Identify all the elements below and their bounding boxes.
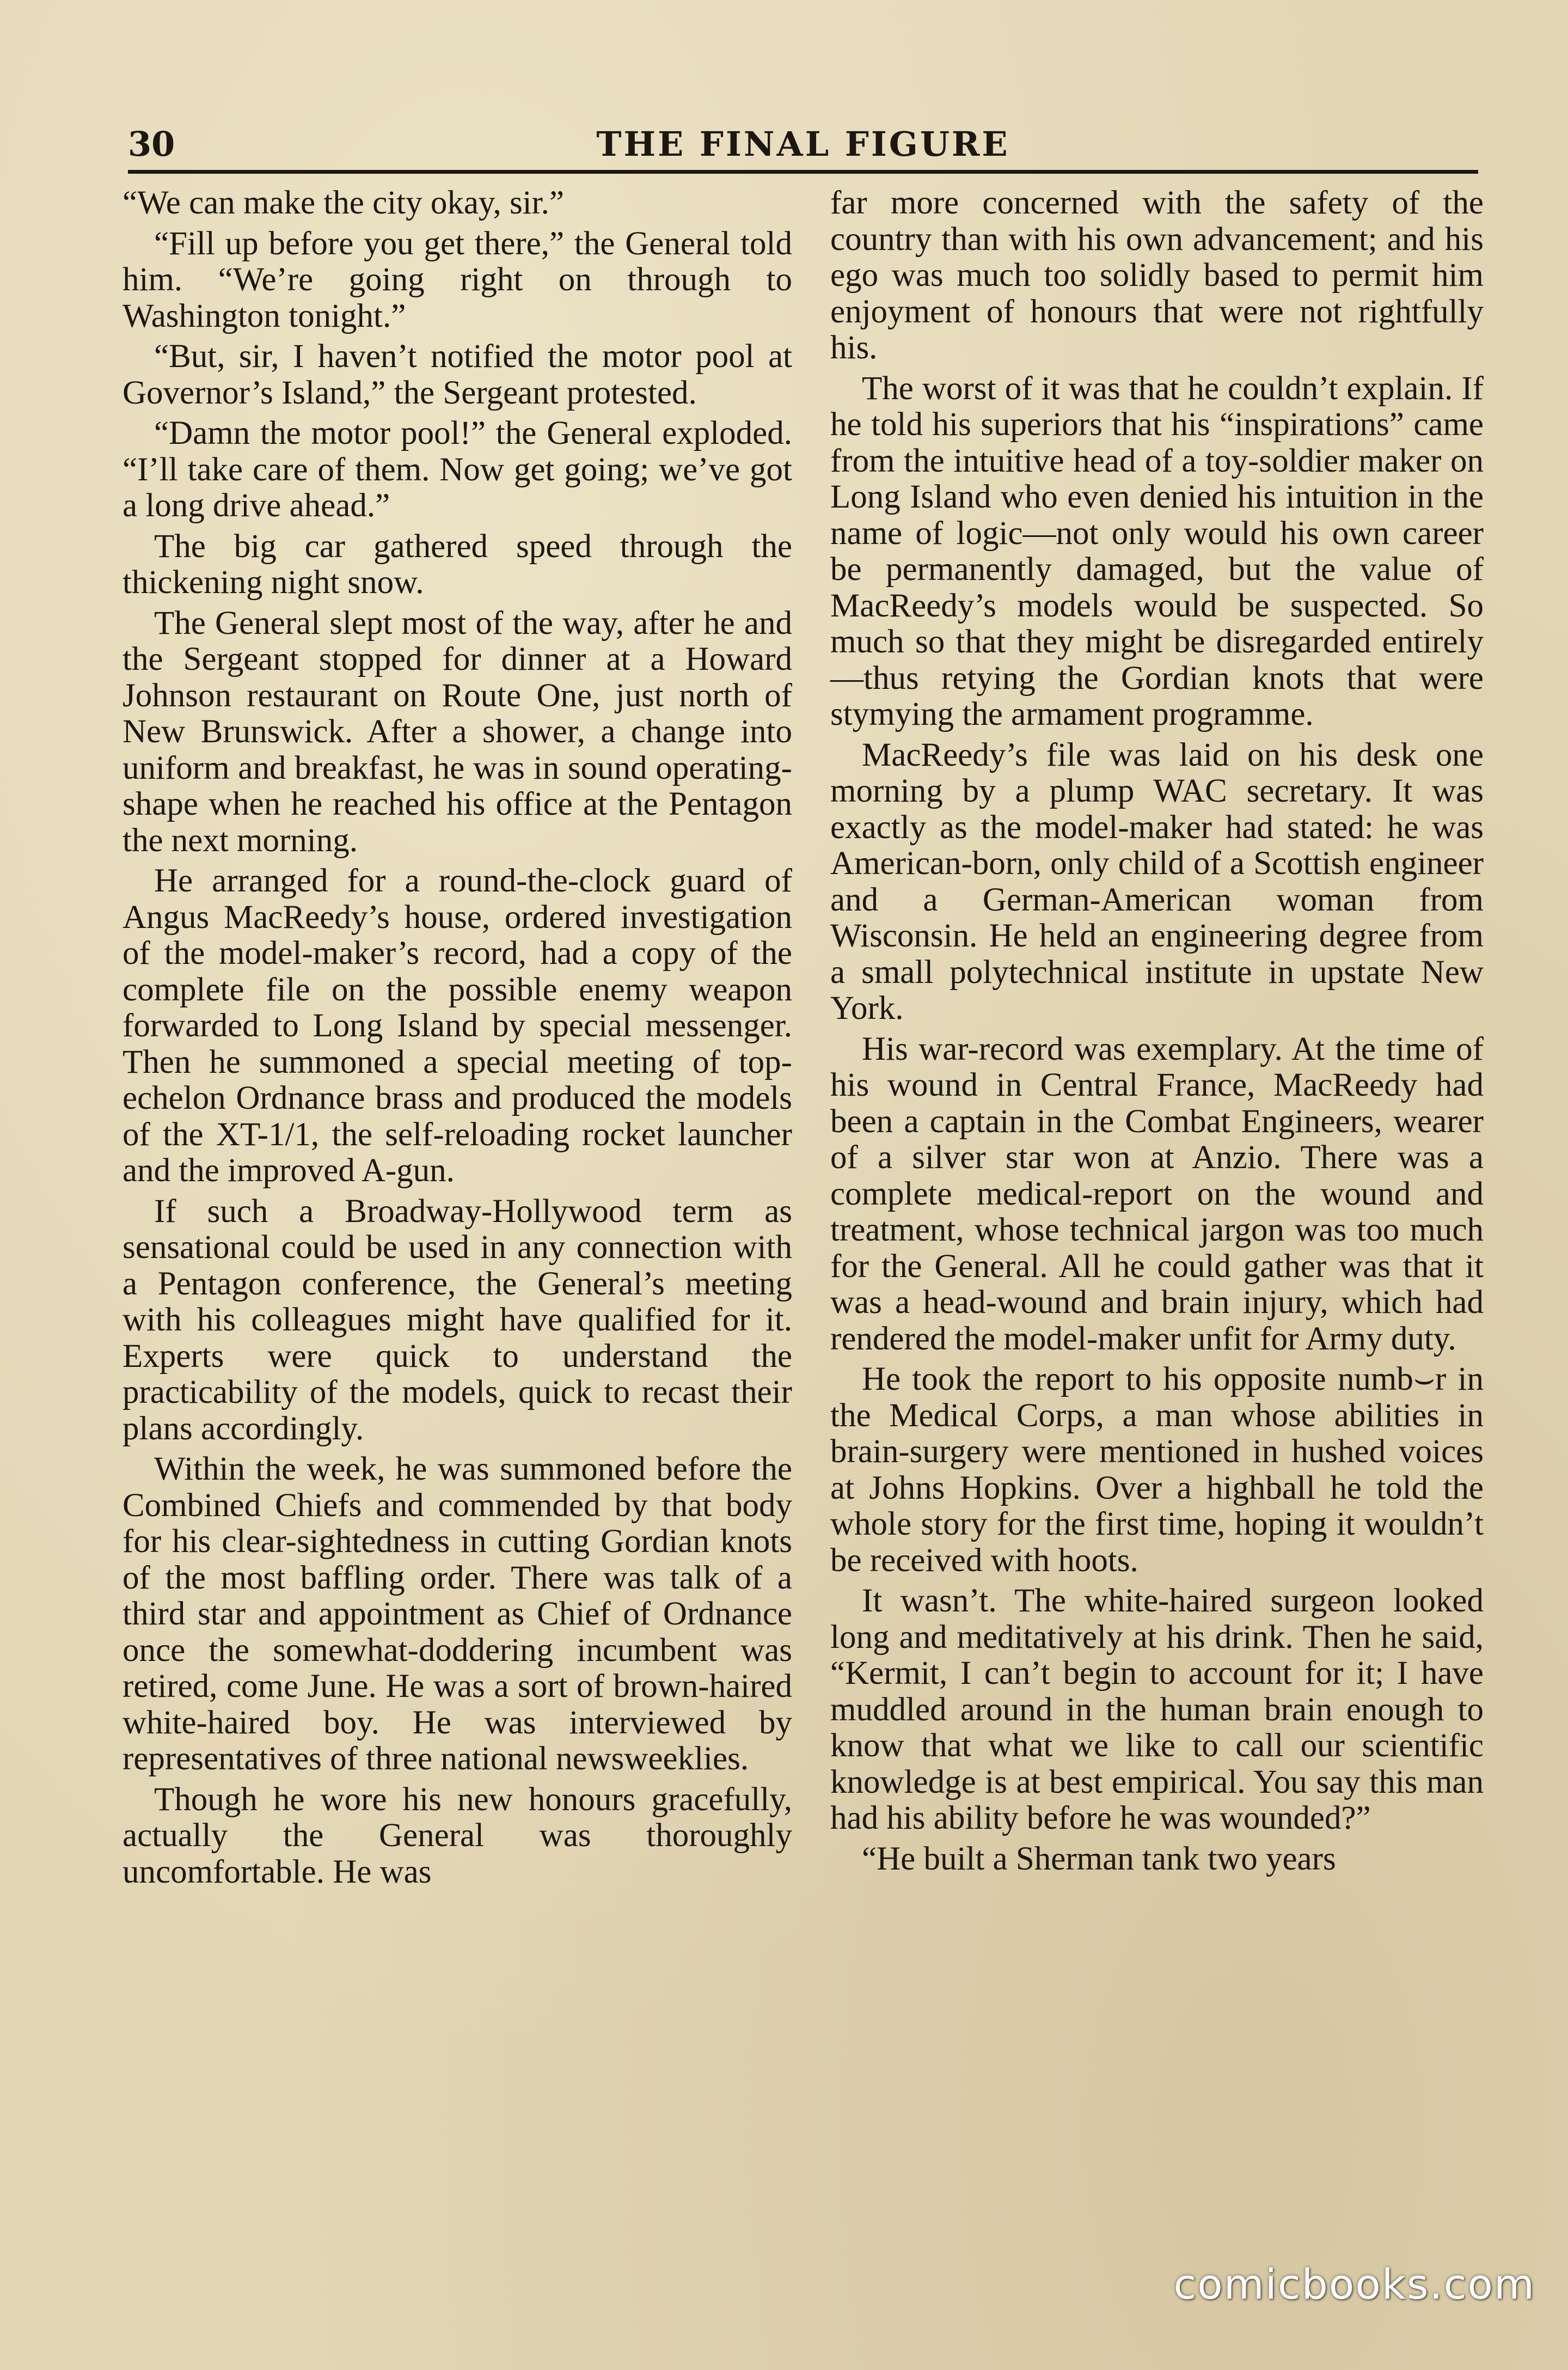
- paragraph: “We can make the city okay, sir.”: [122, 185, 564, 221]
- header-rule: [128, 170, 1478, 174]
- paragraph: It wasn’t. The white-haired surgeon looked long and meditatively at his drink. Then he said, “Kermit, I can’t begin to account for it; I have muddled around in the human brain enough to know that what we like to call our scientific knowledge is at best empirical. You say this man had his ability before he was wounded?”: [830, 1583, 1484, 1836]
- running-title: THE FINAL FIGURE: [596, 124, 1010, 164]
- paragraph: If such a Broadway-Hollywood term as sensational could be used in any connection with a Pentagon conference, the General’s meeting with his colleagues might have qualified for it. Experts were quick to understand the practicability of the models, quick to recast their plans accordingly.: [122, 1193, 792, 1447]
- paragraph: “He built a Sherman tank two years: [862, 1840, 1336, 1877]
- page-header: [128, 120, 1478, 169]
- paragraph: “Damn the motor pool!” the General exploded. “I’ll take care of them. Now get going; we’ve got a long drive ahead.”: [122, 415, 792, 524]
- paragraph: “But, sir, I haven’t notified the motor pool at Governor’s Island,” the Sergeant protested.: [122, 338, 792, 411]
- paragraph: His war-record was exemplary. At the time of his wound in Central France, MacReedy had been a captain in the Combat Engineers, wearer of a silver star won at Anzio. There was a complete medical-report on the wound and treatment, whose technical jargon was too much for the General. All he could gather was that it was a head-wound and brain injury, which had rendered the model-maker unfit for Army duty.: [830, 1030, 1484, 1357]
- paragraph: He took the report to his opposite numb⌣r in the Medical Corps, a man whose abilities in brain-surgery were mentioned in hushed voices at Johns Hopkins. Over a highball he told the whole story for the first time, hoping it wouldn’t be received with hoots.: [830, 1361, 1484, 1579]
- paragraph: “Fill up before you get there,” the General told him. “We’re going right on through to Washington tonight.”: [122, 225, 792, 334]
- right-column: [830, 185, 1484, 1882]
- paragraph: far more concerned with the safety of the country than with his own advancement; and his ego was much too solidly based to permit him enjoyment of honours that were not rightfully his.: [830, 185, 1484, 366]
- paragraph: The General slept most of the way, after he and the Sergeant stopped for dinner at a Howard Johnson restaurant on Route One, just north of New Brunswick. After a shower, a change into uniform and breakfast, he was in sound operating-shape when he reached his office at the Pentagon the next morning.: [122, 604, 792, 859]
- paragraph: MacReedy’s file was laid on his desk one morning by a plump WAC secretary. It was exactly as the model-maker had stated: he was American-born, only child of a Scottish engineer and a German-American woman from Wisconsin. He held an engineering degree from a small polytechnical institute in upstate New York.: [830, 736, 1484, 1027]
- paragraph: He arranged for a round-the-clock guard of Angus MacReedy’s house, ordered investigation of the model-maker’s record, had a copy of the complete file on the possible enemy weapon forwarded to Long Island by special messenger. Then he summoned a special meeting of top-echelon Ordnance brass and produced the models of the XT-1/1, the self-reloading rocket launcher and the improved A-gun.: [122, 863, 792, 1189]
- watermark: comicbooks.com: [1173, 2260, 1535, 2308]
- paragraph: Within the week, he was summoned before the Combined Chiefs and commended by that body for his clear-sightedness in cutting Gordian knots of the most baffling order. There was talk of a third star and appointment as Chief of Ordnance once the somewhat-doddering incumbent was retired, come June. He was a sort of brown-haired white-haired boy. He was interviewed by representatives of three national newsweeklies.: [122, 1451, 792, 1777]
- paragraph: The big car gathered speed through the thickening night snow.: [122, 528, 792, 601]
- paragraph: The worst of it was that he couldn’t explain. If he told his superiors that his “inspirations” came from the intuitive head of a toy-soldier maker on Long Island who even denied his intuition in the name of logic—not only would his own career be permanently damaged, but the value of MacReedy’s models would be suspected. So much so that they might be disregarded entirely—thus retying the Gordian knots that were stymying the armament programme.: [830, 370, 1484, 732]
- paragraph: Though he wore his new honours gracefully, actually the General was thoroughly uncomfortable. He was: [122, 1781, 792, 1890]
- left-column: [122, 185, 792, 1895]
- page-number: 30: [128, 124, 175, 164]
